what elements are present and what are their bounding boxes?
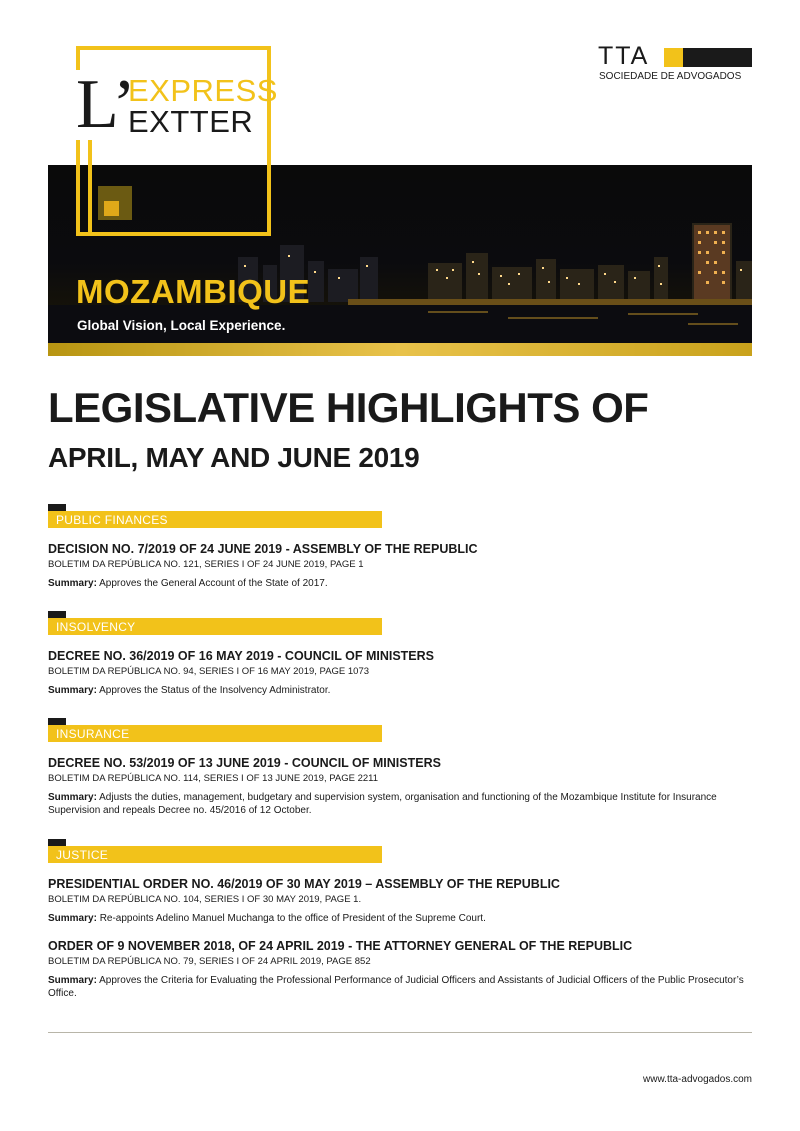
entry-summary [48,684,752,697]
entry-title: DECREE NO. 53/2019 OF 13 JUNE 2019 - COUNCIL OF MINISTERS [48,756,441,770]
entry-reference: BOLETIM DA REPÚBLICA NO. 121, SERIES I OF 24 JUNE 2019, PAGE 1 [48,559,364,570]
section-marker [48,611,66,618]
firm-logo-black-block [683,48,752,67]
section-label: PUBLIC FINANCES [56,513,168,527]
summary-text: Approves the General Account of the State of 2017. [99,578,328,589]
section-label: INSOLVENCY [56,620,136,634]
summary-text: Re-appoints Adelino Manuel Muchanga to the office of President of the Supreme Court. [99,913,486,924]
entry-title: ORDER OF 9 NOVEMBER 2018, OF 24 APRIL 2019 - THE ATTORNEY GENERAL OF THE REPUBLIC [48,939,633,953]
entry-summary [48,974,752,1000]
section-marker [48,839,66,846]
summary-text: Approves the Criteria for Evaluating the Professional Performance of Judicial Officers and Assistants of Judicial Officers of the Public Prosecutor’s Office. [48,975,744,999]
summary-label: Summary: [48,913,97,924]
firm-logo-name: TTA [598,42,650,70]
entry-reference: BOLETIM DA REPÚBLICA NO. 79, SERIES I OF 24 APRIL 2019, PAGE 852 [48,956,371,967]
section-marker [48,504,66,511]
legislation-entry [48,755,752,817]
section-label: INSURANCE [56,727,130,741]
summary-label: Summary: [48,975,97,986]
entry-summary [48,791,752,817]
firm-logo-subtitle: SOCIEDADE DE ADVOGADOS [599,71,742,82]
entry-title: DECREE NO. 36/2019 OF 16 MAY 2019 - COUNCIL OF MINISTERS [48,649,434,663]
legislation-entry [48,938,752,1000]
entry-title: PRESIDENTIAL ORDER NO. 46/2019 OF 30 MAY 2019 – ASSEMBLY OF THE REPUBLIC [48,877,560,891]
entry-summary [48,577,752,590]
footer-divider [48,1032,752,1033]
entry-reference: BOLETIM DA REPÚBLICA NO. 94, SERIES I OF 16 MAY 2019, PAGE 1073 [48,666,370,677]
section-marker [48,718,66,725]
entry-reference: BOLETIM DA REPÚBLICA NO. 104, SERIES I OF 30 MAY 2019, PAGE 1. [48,894,362,905]
summary-label: Summary: [48,578,97,589]
banner-gold-strip [48,343,752,356]
page-title: LEGISLATIVE HIGHLIGHTS OF [48,384,649,431]
section-header-bar [48,725,382,742]
website-link[interactable]: www.tta-advogados.com [643,1074,752,1085]
entry-summary [48,912,752,925]
entry-reference: BOLETIM DA REPÚBLICA NO. 114, SERIES I OF 13 JUNE 2019, PAGE 2211 [48,773,378,784]
logo-square-gold [104,201,119,216]
logo-letter-l: L’ [72,70,140,140]
summary-label: Summary: [48,792,97,803]
legislation-entry [48,648,752,697]
section-header-bar [48,511,382,528]
logo-express-text: EXPRESS [128,73,278,108]
section-label: JUSTICE [56,848,109,862]
summary-text: Approves the Status of the Insolvency Administrator. [99,685,331,696]
section-header-bar [48,846,382,863]
section-header-bar [48,618,382,635]
legislation-entry [48,541,752,590]
firm-logo-yellow-block [664,48,683,67]
page-subtitle: APRIL, MAY AND JUNE 2019 [48,442,420,473]
logo-exter-text: EXTTER [128,104,254,139]
legislation-entry [48,876,752,925]
country-title: MOZAMBIQUE [76,273,311,310]
summary-text: Adjusts the duties, management, budgetary and supervision system, organisation and functioning of the Mozambique Institute for Insurance Supervision and repeals Decree no. 45/2016 of 12 October. [48,792,717,816]
tagline: Global Vision, Local Experience. [77,318,286,333]
entry-title: DECISION NO. 7/2019 OF 24 JUNE 2019 - ASSEMBLY OF THE REPUBLIC [48,542,478,556]
summary-label: Summary: [48,685,97,696]
